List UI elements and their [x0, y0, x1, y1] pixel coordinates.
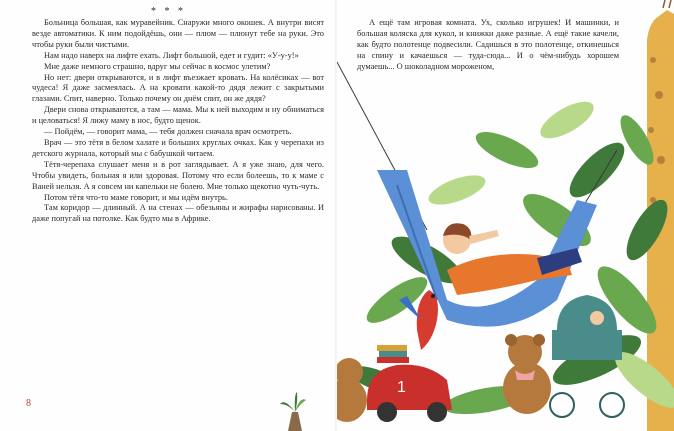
section-ornament: * * *	[151, 6, 186, 17]
teddy-bear-icon	[503, 334, 551, 414]
toy-car-icon	[367, 365, 452, 422]
svg-text:1: 1	[397, 379, 406, 396]
paragraph: Но нет: двери открываются, и в лифт въезжает кровать. На колёсиках — вот чудеса! Я даже засмеялась. А на кровати какой-то дядя лежит с закрытыми глазами. Спит, наверно. Только почему он днём спит, он же дядя?	[32, 72, 324, 104]
page-number: 8	[26, 398, 31, 409]
paragraph: Нам надо наверх на лифте ехать. Лифт большой, едет и гудит: «У-у-у!»	[44, 50, 299, 60]
paragraph: Врач — это тётя в белом халате и больших круглых очках. Как у черепахи из детского журнала, который мы с бабушкой читаем.	[32, 137, 324, 158]
paragraph: Там коридор — длинный. А на стенах — обезьяны и жирафы нарисованы. И даже попугай на потолке. Как будто мы в Африке.	[32, 203, 324, 224]
paragraph: Тётя-черепаха слушает меня и в рот заглядывает. А я уже знаю, для чего. Чтобы увидеть, больная я или здоровая. Потому что если болеешь, то к маме с Ваней нельзя. А я совсем ни капельки не болею. Мне только щекотно чуть-чуть.	[32, 159, 324, 191]
stroller-icon	[550, 295, 624, 417]
paragraph: Больница большая, как муравейник. Снаружи много окошек. А внутри висят везде автоматики. К ним подойдёшь, они — плюм — плюнут тебе на руки. Это чтобы руки были чистыми.	[32, 18, 324, 49]
right-page	[337, 0, 674, 431]
potted-plant-icon	[280, 392, 306, 431]
right-text-column	[357, 18, 619, 73]
paragraph: — Пойдём, — говорит мама, — тебя должен сначала врач осмотреть.	[44, 127, 292, 137]
parrot-icon	[399, 290, 438, 350]
paragraph: А ещё там игровая комната. Ух, сколько игрушек! И машинки, и большая коляска для кукол, и книжки даже разные. А ещё такие качели, как будто полотенце подвесили. Садишься в это полотенце, откинешься на спину и качаешься — туда-сюда... И о чём-нибудь хорошем думаешь... О шоколадном мороженом,	[357, 18, 619, 71]
book-stack	[377, 345, 409, 363]
paragraph: Двери снова открываются, а там — мама. Мы к ней выходим и ну обниматься и целоваться! Я лижу маму в нос, будто щенок.	[32, 105, 324, 126]
paragraph: Потом тётя что-то маме говорит, и мы идём внутрь.	[44, 192, 228, 202]
paragraph: Мне даже немного страшно, вдруг мы сейчас в космос улетим?	[44, 61, 271, 71]
